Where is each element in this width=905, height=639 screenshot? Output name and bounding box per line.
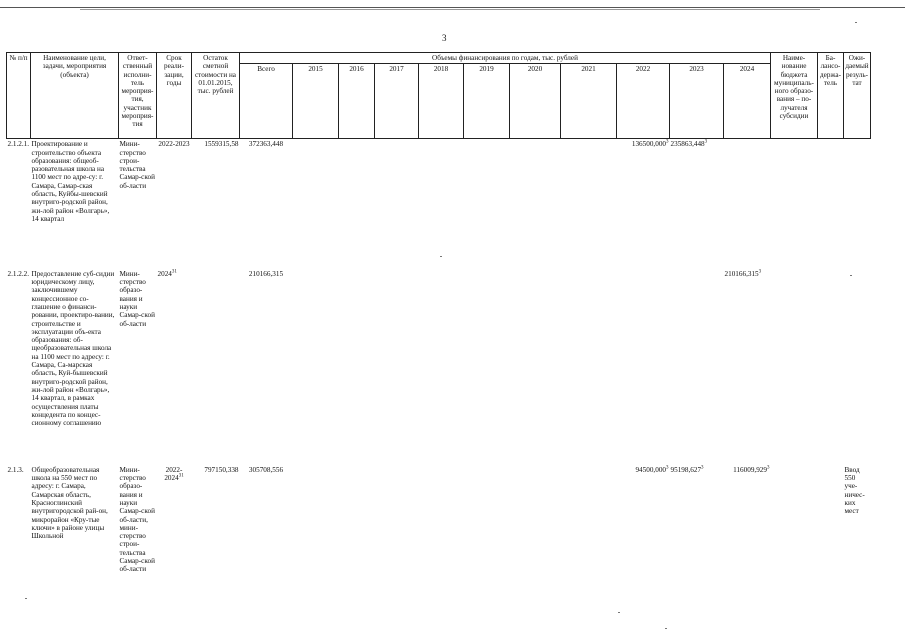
row-y2023 — [670, 465, 724, 575]
header-year-2019: 2019 — [464, 64, 510, 139]
scan-speck — [850, 275, 852, 276]
row-y2022-footnote: 3 — [666, 465, 669, 471]
row-y2023 — [670, 139, 724, 269]
header-year-2018: 2018 — [419, 64, 464, 139]
page-number: 3 — [442, 33, 447, 43]
row-result — [844, 269, 871, 465]
row-term — [157, 139, 192, 269]
row-balance: 797150,338 — [204, 465, 239, 474]
row-total: 305708,556 — [248, 465, 284, 474]
scan-speck — [665, 628, 667, 629]
header-responsible: Ответ-ственный исполни-тель мероприя-тия, участник мероприя-тия — [119, 53, 157, 139]
row-y2023-footnote: 3 — [701, 465, 704, 471]
header-balance-holder: Ба-лансо-держа-тель — [818, 53, 844, 139]
table-row — [7, 269, 871, 465]
header-year-2023: 2023 — [670, 64, 724, 139]
scan-speck — [440, 256, 442, 257]
header-year-2020: 2020 — [510, 64, 561, 139]
row-y2024-footnote: 3 — [758, 269, 762, 275]
table-row — [7, 139, 871, 269]
row-y2023-value: 95198,627 — [670, 465, 702, 474]
header-row-groups — [7, 53, 871, 64]
header-name: Наименование цели, задачи, мероприятия (объекта) — [31, 53, 119, 139]
header-expected-result: Ожи-даемый резуль-тат — [844, 53, 871, 139]
row-term-value: 2022-2023 — [158, 140, 190, 149]
row-y2024-value: 116009,929 — [733, 465, 767, 474]
row-y2024 — [724, 139, 771, 269]
row-total: 210166,315 — [248, 269, 284, 278]
row-y2022 — [617, 465, 670, 575]
row-name: Общеобразовательная школа на 550 мест по адресу: г. Самара, Самарская область, Красноглинский внутригородской рай-он, микрорайон «Кру-тые ключи» в районе улицы Школьной — [31, 465, 108, 541]
row-name: Проектирование и строительство объекта образования: общеоб-разовательная школа на 1100 мест по адре-су: г. Самара, Самар-ская область, Куйбы-шевский внутриго-родской район, жи-лой район «Волгарь», 14 квартал — [31, 140, 110, 223]
row-term — [157, 269, 192, 465]
row-term-value: 2024 — [157, 269, 172, 278]
row-y2024 — [724, 465, 771, 575]
header-funding-group: Объемы финансирования по годам, тыс. рублей — [240, 53, 771, 64]
row-responsible: Мини-стерство образо-вания и науки Самар-ской об-ласти, мини-стерство строи-тельства Самар-ской об-ласти — [119, 465, 155, 574]
row-result: Ввод 550 уче-ничес-ких мест — [844, 465, 865, 516]
header-term: Срок реали-зации, годы — [157, 53, 192, 139]
row-y2022 — [617, 139, 670, 269]
program-table — [6, 52, 871, 575]
header-year-2016: 2016 — [339, 64, 375, 139]
header-year-2021: 2021 — [561, 64, 617, 139]
top-rule-secondary — [80, 9, 820, 10]
header-year-2015: 2015 — [293, 64, 339, 139]
row-responsible: Мини-стерство строи-тельства Самар-ской об-ласти — [119, 140, 155, 190]
row-y2024-value: 210166,315 — [724, 269, 759, 278]
row-result — [844, 139, 871, 269]
row-y2024 — [724, 269, 771, 465]
row-term-footnote: 31 — [171, 269, 177, 275]
top-rule — [0, 7, 905, 8]
row-total: 372363,448 — [248, 140, 284, 149]
row-term-value: 2022-2024 — [164, 465, 183, 483]
scan-speck — [25, 598, 27, 599]
row-num: 2.1.2.2. — [7, 269, 30, 278]
row-responsible: Мини-стерство образо-вания и науки Самар-ской об-ласти — [119, 269, 155, 328]
row-term — [157, 465, 192, 575]
row-y2024-footnote: 3 — [767, 465, 770, 471]
scan-speck — [618, 612, 620, 613]
header-year-2024: 2024 — [724, 64, 771, 139]
row-y2022-value: 94500,000 — [635, 465, 666, 474]
row-balance — [192, 269, 240, 465]
header-total: Всего — [240, 64, 293, 139]
header-year-2017: 2017 — [375, 64, 419, 139]
row-y2023-footnote: 3 — [704, 139, 708, 145]
row-y2022-footnote: 3 — [666, 139, 669, 145]
row-name: Предоставление суб-сидии юридическому лицу, заключившему концессионное со-глашение о финанси-ровании, проектиро-вании, строительстве и эксплуатации объ-екта образования: об-щеобразовательная школа на 1100 мест по адресу: г. Самара, Са-марская область, Куй-бышевский внутриго-родской район, жи-лой район «Волгарь», 14 квартал, в рамках осуществления платы концедента по концес-сионному соглашению — [31, 269, 115, 428]
scan-speck — [855, 22, 857, 23]
header-num: № п/п — [7, 53, 31, 139]
table-row — [7, 465, 871, 575]
row-y2023-value: 235863,448 — [670, 140, 705, 149]
row-num: 2.1.2.1. — [7, 140, 30, 149]
header-municipal: Наиме-нование бюджета муниципаль-ного образо-вания – по-лучателя субсидии — [771, 53, 818, 139]
row-num: 2.1.3. — [7, 465, 24, 474]
row-term-footnote: 31 — [178, 473, 184, 479]
header-balance: Остаток сметной стоимости на 01.01.2015, тыс. рублей — [192, 53, 240, 139]
header-year-2022: 2022 — [617, 64, 670, 139]
row-y2022 — [617, 269, 670, 465]
row-y2022-value: 136500,000 — [631, 140, 666, 149]
row-balance: 1559315,58 — [204, 140, 239, 149]
row-y2023 — [670, 269, 724, 465]
